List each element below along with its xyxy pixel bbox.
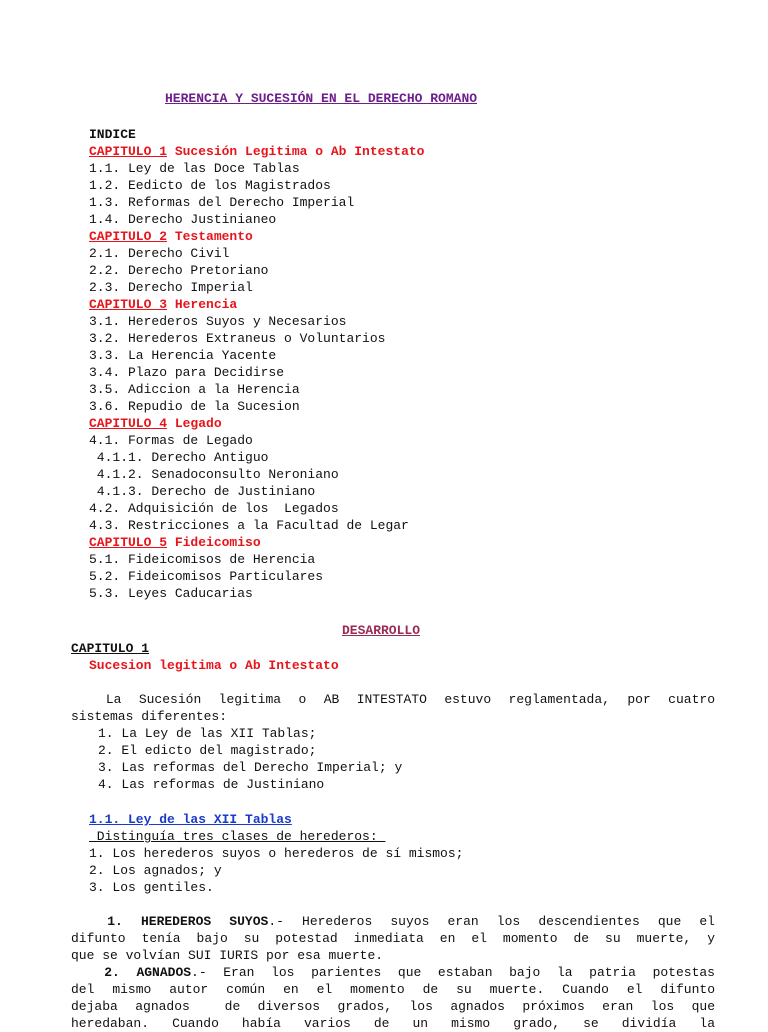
document-title: HERENCIA Y SUCESIÓN EN EL DERECHO ROMANO: [165, 91, 478, 106]
chapter-name: Testamento: [174, 229, 253, 244]
index-item: 2.3. Derecho Imperial: [89, 280, 253, 295]
chapter-name: Sucesión Legitima o Ab Intestato: [174, 144, 425, 159]
index-item: 3.3. La Herencia Yacente: [89, 348, 277, 363]
index-item: 1.3. Reformas del Derecho Imperial: [89, 195, 355, 210]
heir-class-item: 1. Los herederos suyos o herederos de sí mismos;: [89, 846, 464, 861]
index-item: 5.2. Fideicomisos Particulares: [89, 569, 324, 584]
system-list-item: 1. La Ley de las XII Tablas;: [98, 726, 317, 741]
chapter-label: CAPITULO 2: [89, 229, 168, 244]
chapter-label: CAPITULO 5: [89, 535, 168, 550]
section-heading-desarrollo: DESARROLLO: [342, 623, 421, 638]
chapter-label: CAPITULO 3: [89, 297, 168, 312]
paragraph-term: HEREDEROS SUYOS: [140, 914, 269, 929]
chapter-heading: [89, 534, 261, 551]
system-list-item: 4. Las reformas de Justiniano: [98, 777, 325, 792]
paragraph-line: [71, 964, 715, 981]
chapter-label: CAPITULO 1: [89, 144, 168, 159]
index-item: 3.1. Herederos Suyos y Necesarios: [89, 314, 347, 329]
paragraph-text: .- Eran los parientes que estaban bajo la patria potestas: [191, 965, 715, 980]
heir-class-item: 3. Los gentiles.: [89, 880, 214, 895]
paragraph-line: que se volvían SUI IURIS por esa muerte.: [71, 948, 384, 963]
index-item: 2.2. Derecho Pretoriano: [89, 263, 269, 278]
paragraph-term: AGNADOS: [136, 965, 192, 980]
index-item: 4.3. Restricciones a la Facultad de Legar: [89, 518, 409, 533]
chapter-heading: [89, 415, 222, 432]
index-item: 3.4. Plazo para Decidirse: [89, 365, 285, 380]
section-1-1-heading: 1.1. Ley de las XII Tablas: [89, 812, 292, 827]
index-item: 3.5. Adiccion a la Herencia: [89, 382, 300, 397]
chapter-heading: [89, 143, 424, 160]
index-item: 4.1.2. Senadoconsulto Neroniano: [89, 467, 339, 482]
paragraph-line: heredaban. Cuando había varios de un mismo grado, se dividía la: [71, 1016, 715, 1031]
index-item: 4.2. Adquisición de los Legados: [89, 501, 339, 516]
system-list-item: 3. Las reformas del Derecho Imperial; y: [98, 760, 403, 775]
index-heading: INDICE: [89, 127, 136, 142]
index-item: 1.2. Eedicto de los Magistrados: [89, 178, 331, 193]
chapter-name: Herencia: [174, 297, 238, 312]
paragraph-number: 1.: [107, 914, 123, 929]
index-item: 3.6. Repudio de la Sucesion: [89, 399, 300, 414]
chapter-1-subtitle: Sucesion legitima o Ab Intestato: [89, 658, 339, 673]
index-item: 2.1. Derecho Civil: [89, 246, 230, 261]
paragraph-line: dejaba agnados de diversos grados, los agnados próximos eran los que: [71, 999, 715, 1014]
paragraph-line: del mismo autor común en el momento de su muerte. Cuando el difunto: [71, 982, 715, 997]
intro-paragraph-line: sistemas diferentes:: [71, 709, 228, 724]
chapter-name: Legado: [174, 416, 222, 431]
index-item: 3.2. Herederos Extraneus o Voluntarios: [89, 331, 386, 346]
chapter-heading: [89, 228, 253, 245]
index-item: 1.4. Derecho Justinianeo: [89, 212, 277, 227]
paragraph-text: .- Herederos suyos eran los descendientes que el: [268, 914, 715, 929]
paragraph-line: difunto tenía bajo su potestad inmediata en el momento de su muerte, y: [71, 931, 715, 946]
intro-paragraph-line: La Sucesión legitima o AB INTESTATO estuvo reglamentada, por cuatro: [71, 692, 715, 707]
chapter-1-label: CAPITULO 1: [71, 641, 150, 656]
paragraph-number: 2.: [104, 965, 120, 980]
chapter-heading: [89, 296, 237, 313]
chapter-label: CAPITULO 4: [89, 416, 168, 431]
paragraph-line: [71, 913, 715, 930]
chapter-name: Fideicomiso: [174, 535, 261, 550]
heir-class-item: 2. Los agnados; y: [89, 863, 222, 878]
index-item: 4.1.1. Derecho Antiguo: [89, 450, 269, 465]
index-item: 4.1.3. Derecho de Justiniano: [89, 484, 316, 499]
index-item: 5.3. Leyes Caducarias: [89, 586, 253, 601]
system-list-item: 2. El edicto del magistrado;: [98, 743, 317, 758]
index-item: 4.1. Formas de Legado: [89, 433, 253, 448]
index-item: 5.1. Fideicomisos de Herencia: [89, 552, 316, 567]
section-1-1-intro: Distinguía tres clases de herederos:: [89, 829, 386, 844]
index-item: 1.1. Ley de las Doce Tablas: [89, 161, 300, 176]
